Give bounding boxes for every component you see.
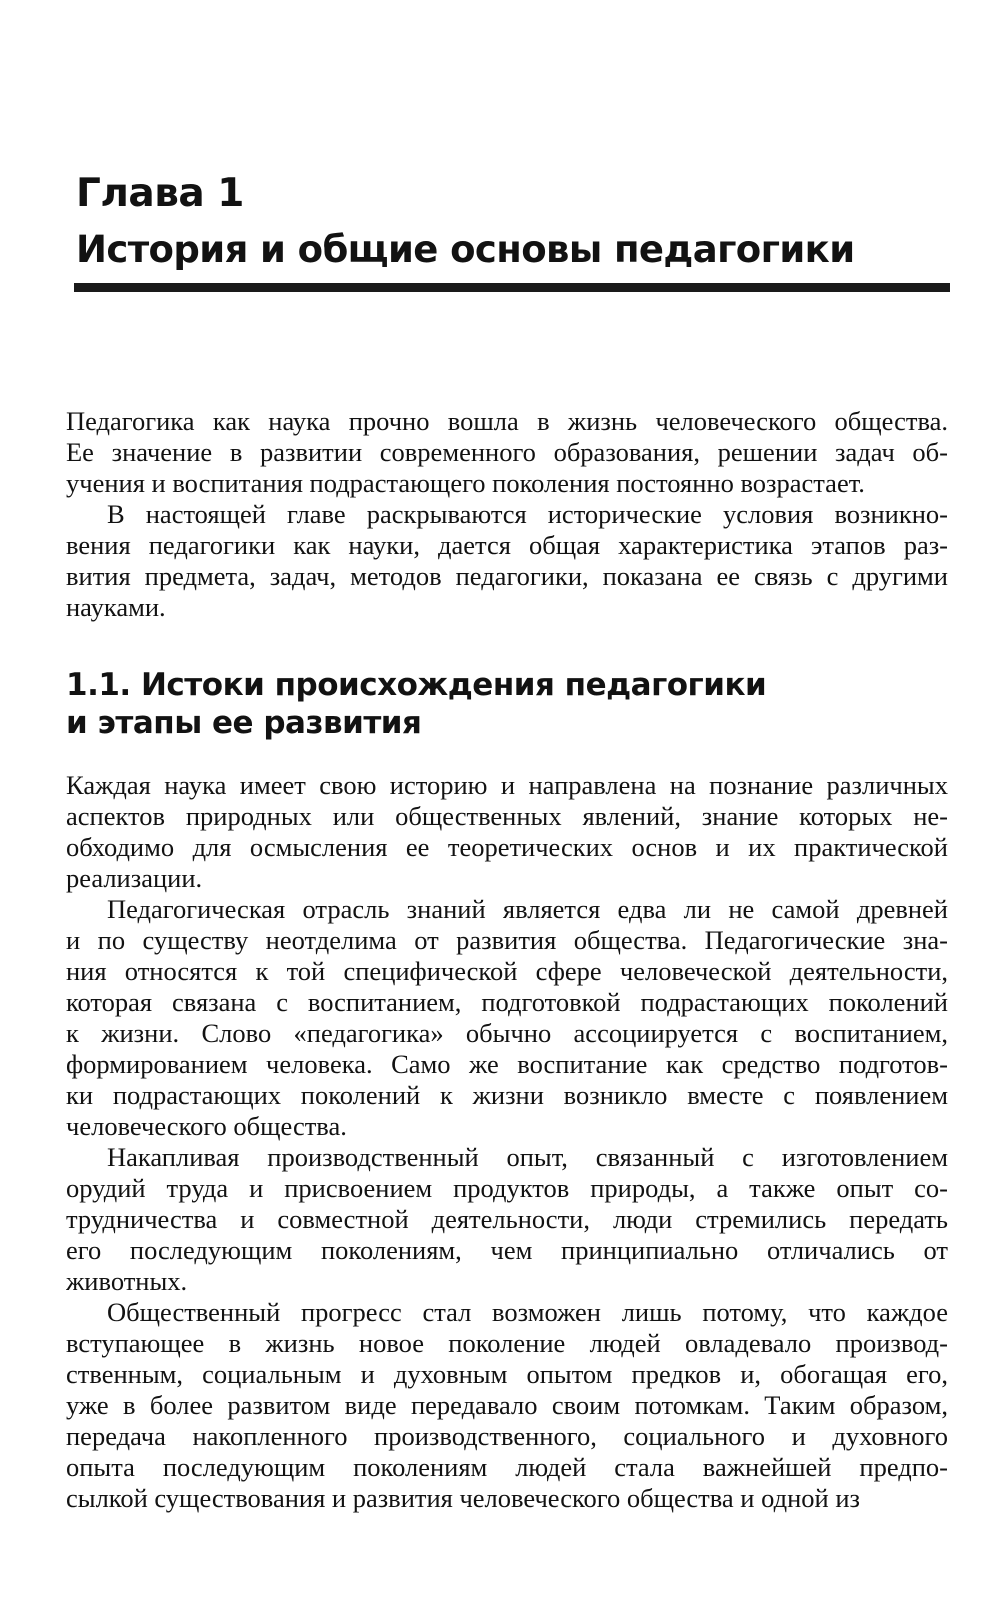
text-line: формированием человека. Само же воспитание как средство подготов-	[66, 1049, 948, 1079]
section-heading	[66, 666, 946, 742]
text-line: науками.	[66, 592, 166, 622]
text-line: передача накопленного производственного, социального и духовного	[66, 1421, 948, 1451]
text-line: реализации.	[66, 863, 203, 893]
text-line: В настоящей главе раскрываются исторические условия возникно-	[107, 499, 948, 529]
text-line: ственным, социальным и духовным опытом предков и, обогащая его,	[66, 1359, 948, 1389]
text-line: орудий труда и присвоением продуктов природы, а также опыт со-	[66, 1173, 948, 1203]
text-line: к жизни. Слово «педагогика» обычно ассоциируется с воспитанием,	[66, 1018, 948, 1048]
body-paragraph	[66, 770, 948, 894]
text-line: учения и воспитания подрастающего поколения постоянно возрастает.	[66, 468, 865, 498]
text-line: которая связана с воспитанием, подготовкой подрастающих поколений	[66, 987, 948, 1017]
chapter-intro	[66, 406, 948, 623]
intro-paragraph	[66, 406, 948, 499]
text-line: животных.	[66, 1266, 188, 1296]
intro-paragraph	[66, 499, 948, 623]
text-line: и по существу неотделима от развития общества. Педагогические зна-	[66, 925, 948, 955]
text-line: вития предмета, задач, методов педагогики, показана ее связь с другими	[66, 561, 948, 591]
text-line: ния относятся к той специфической сфере человеческой деятельности,	[66, 956, 948, 986]
text-line: аспектов природных или общественных явлений, знание которых не-	[66, 801, 948, 831]
chapter-title-rule	[74, 283, 950, 292]
text-line: вения педагогики как науки, дается общая характеристика этапов раз-	[66, 530, 948, 560]
text-line: его последующим поколениям, чем принципиально отличались от	[66, 1235, 948, 1265]
text-line: вступающее в жизнь новое поколение людей овладевало производ-	[66, 1328, 948, 1358]
chapter-label: Глава 1	[76, 171, 244, 216]
text-line: трудничества и совместной деятельности, люди стремились передать	[66, 1204, 948, 1234]
section-heading-line: и этапы ее развития	[66, 705, 422, 741]
text-line: Ее значение в развитии современного образования, решении задач об-	[66, 437, 948, 467]
body-paragraph	[66, 894, 948, 1142]
text-line: Каждая наука имеет свою историю и направлена на познание различных	[66, 770, 948, 800]
body-paragraph	[66, 1142, 948, 1297]
text-line: опыта последующим поколениям людей стала важнейшей предпо-	[66, 1452, 948, 1482]
section-heading-line: 1.1. Истоки происхождения педагогики	[66, 667, 767, 703]
chapter-title: История и общие основы педагогики	[76, 228, 855, 271]
text-line: ки подрастающих поколений к жизни возникло вместе с появлением	[66, 1080, 948, 1110]
text-line: уже в более развитом виде передавало своим потомкам. Таким образом,	[66, 1390, 948, 1420]
body-paragraph	[66, 1297, 948, 1514]
text-line: Педагогическая отрасль знаний является едва ли не самой древней	[107, 894, 948, 924]
text-line: обходимо для осмысления ее теоретических основ и их практической	[66, 832, 948, 862]
section-body	[66, 770, 948, 1514]
text-line: Общественный прогресс стал возможен лишь потому, что каждое	[107, 1297, 948, 1327]
text-line: человеческого общества.	[66, 1111, 347, 1141]
text-line: Педагогика как наука прочно вошла в жизнь человеческого общества.	[66, 406, 948, 436]
text-line: Накапливая производственный опыт, связанный с изготовлением	[107, 1142, 948, 1172]
text-line: сылкой существования и развития человеческого общества и одной из	[66, 1483, 860, 1513]
